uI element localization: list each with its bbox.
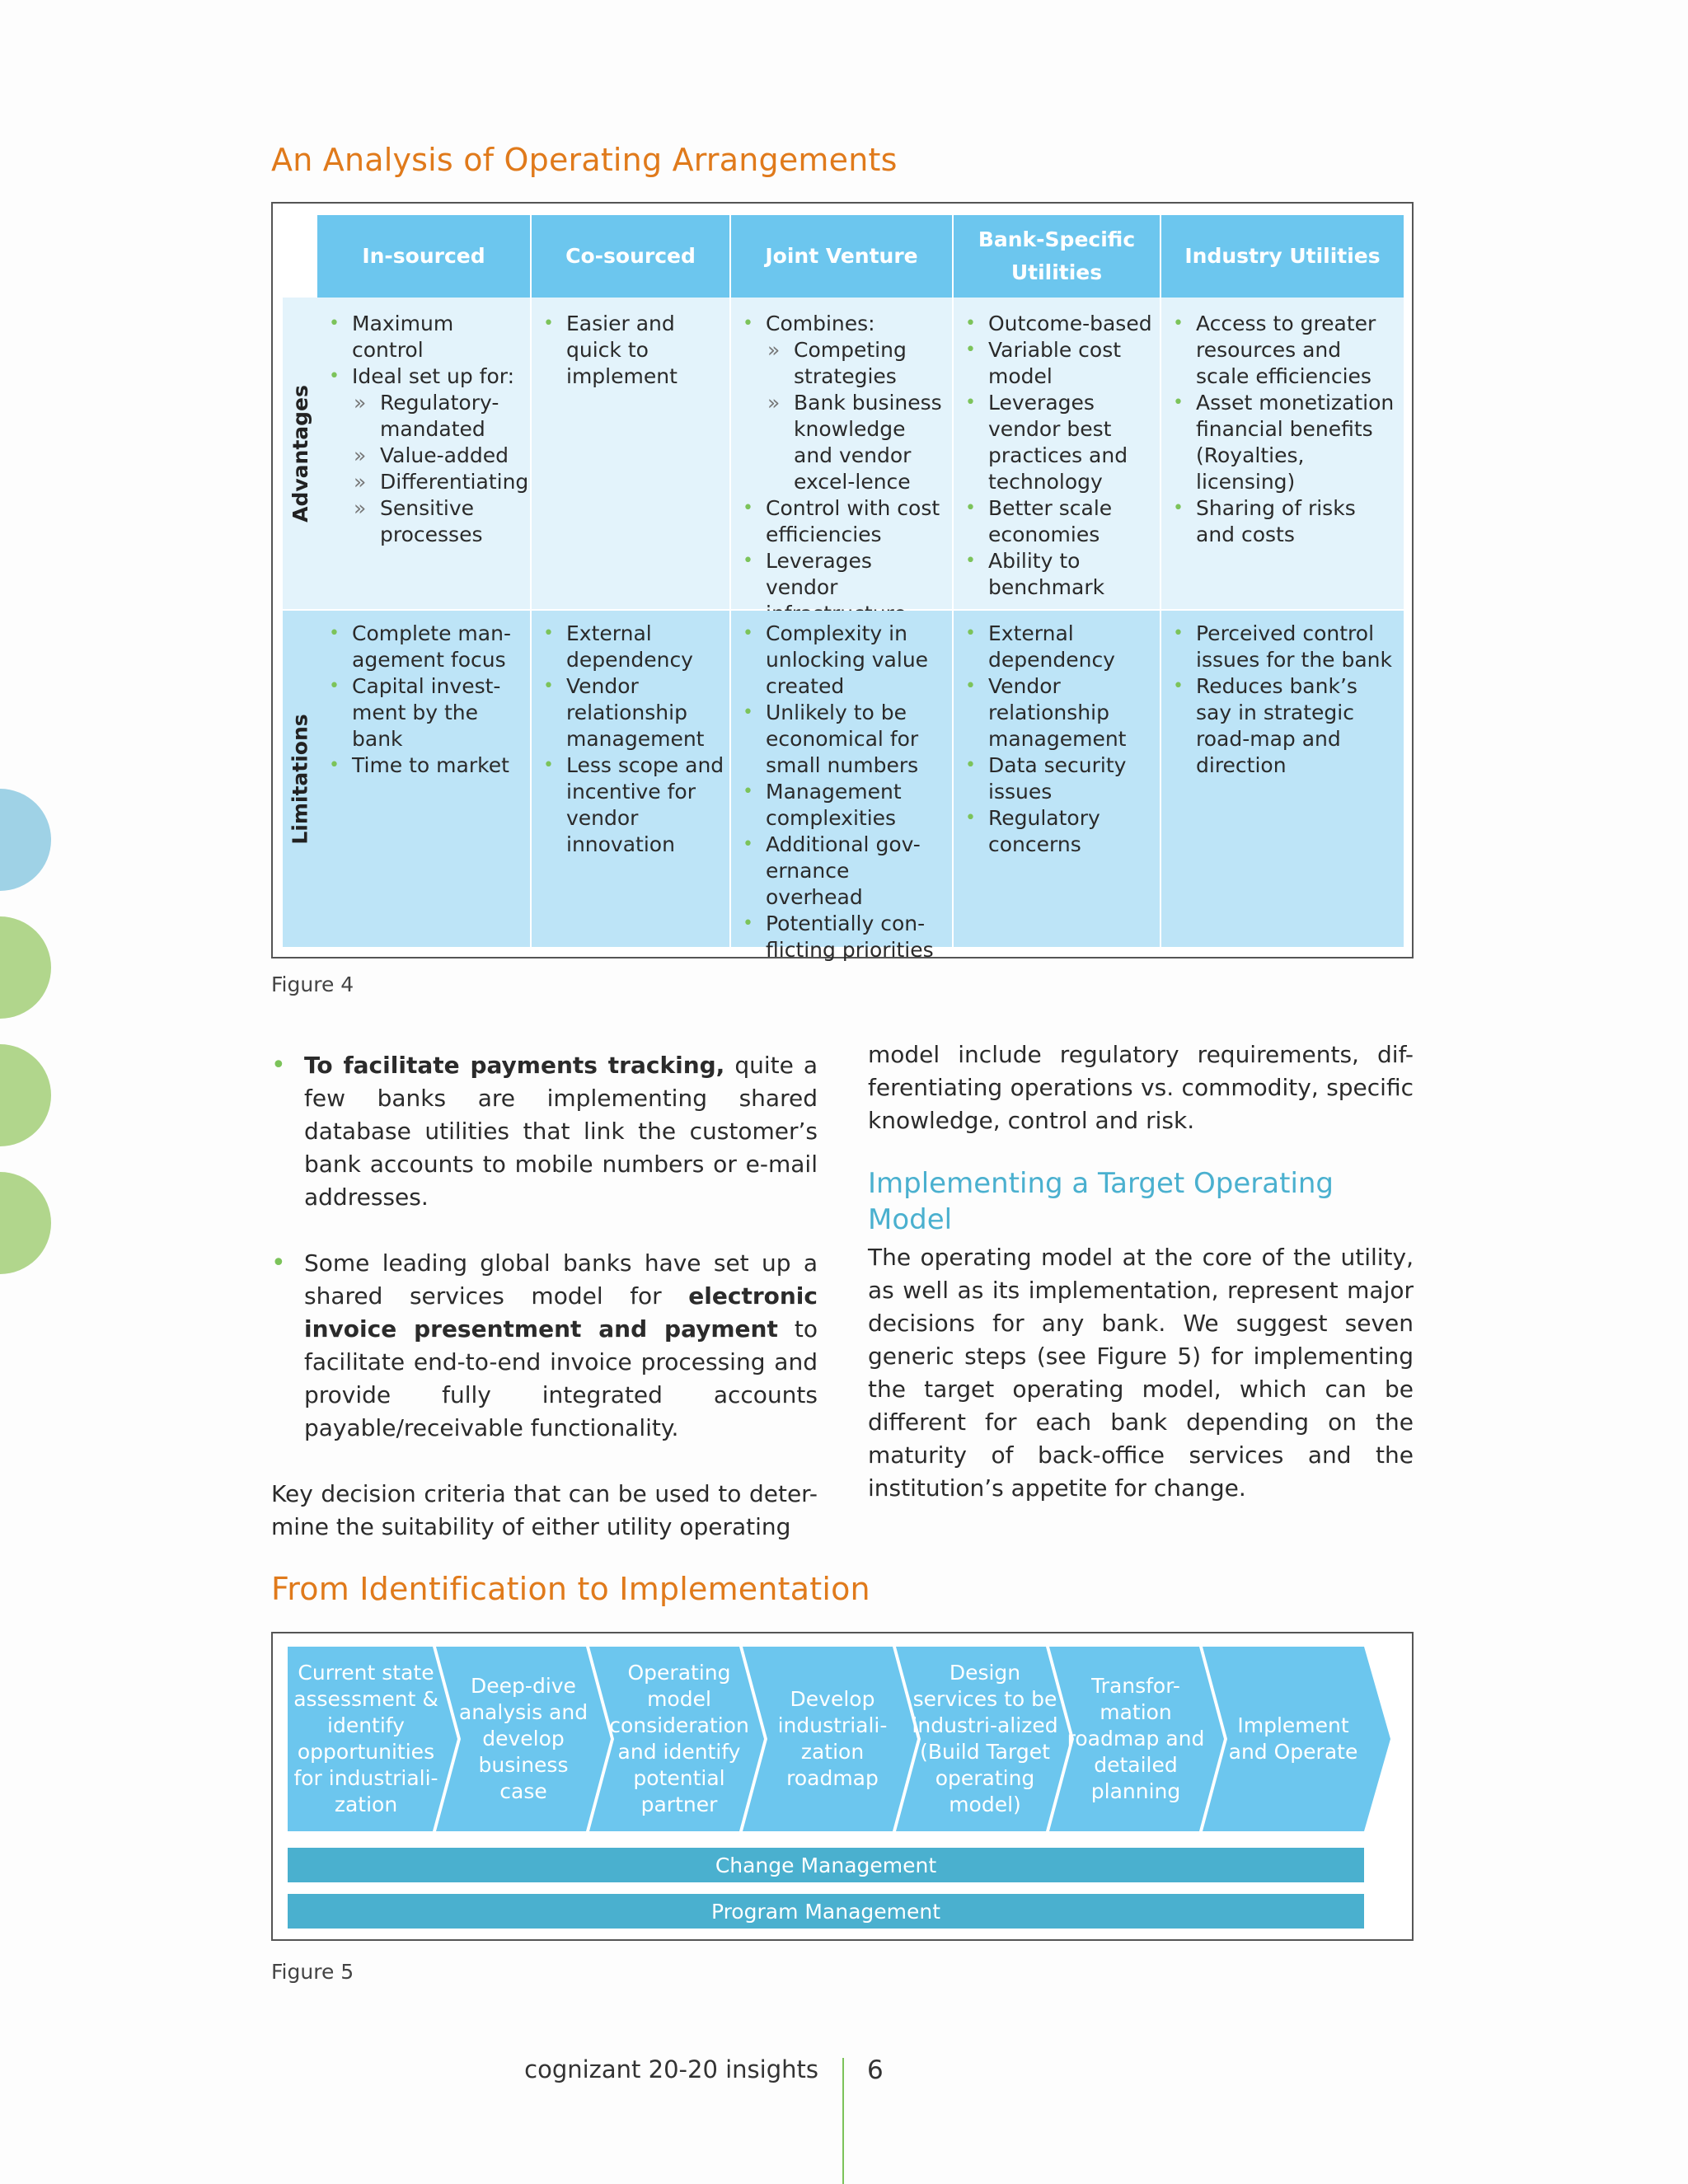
- decor-circle-green-3: [0, 1172, 51, 1274]
- bullet1-text: quite a few banks are implementing shared database utilities that link the customer’s bank accounts to mobile numbers or e-mail addresses.: [304, 1052, 818, 1211]
- column-header-joint-venture: Joint Venture: [731, 215, 952, 298]
- bullet1-bold-text: To facilitate payments tracking,: [304, 1052, 725, 1079]
- limitations-bank-utilities-cell: [954, 611, 1160, 947]
- advantages-insourced-cell: [317, 298, 530, 609]
- list-item: • Vendor relationship management: [960, 673, 1155, 752]
- list-item: » Value-added: [324, 443, 525, 469]
- list-item: • Data security issues: [960, 752, 1155, 805]
- body-left-column: [271, 1049, 818, 1544]
- bullet-electronic-invoice: [271, 1247, 818, 1445]
- figure4-title: An Analysis of Operating Arrangements: [271, 142, 898, 178]
- list-item: • Control with cost efficiencies: [738, 495, 947, 548]
- criteria-continued-paragraph: model include regulatory requirements, dif-ferentiating operations vs. commodity, specific knowledge, control and risk.: [868, 1041, 1414, 1134]
- list-item: • Complete man-agement focus: [324, 621, 525, 673]
- list-item: • Combines:: [738, 311, 947, 337]
- limitations-industry-utilities-cell: [1161, 611, 1404, 947]
- list-item: • Potentially con-flicting priorities: [738, 911, 947, 963]
- column-header-bank-specific-utilities: Bank-Specific Utilities: [954, 215, 1160, 298]
- limitations-cosourced-cell: [532, 611, 729, 947]
- implementation-steps-diagram: [271, 1632, 1414, 1941]
- list-item: • Less scope and incentive for vendor innovation: [538, 752, 724, 858]
- bullet-payments-tracking: [271, 1049, 818, 1214]
- list-item: » Bank business knowledge and vendor excel-lence: [738, 390, 947, 495]
- list-item: • Management complexities: [738, 779, 947, 832]
- figure5-caption: Figure 5: [271, 1960, 354, 1984]
- footer-publication-name: cognizant 20-20 insights: [524, 2055, 818, 2083]
- step-6-label: Transfor-mation roadmap and detailed planning: [1067, 1674, 1205, 1803]
- operating-model-paragraph: The operating model at the core of the utility, as well as its implementation, represent major decisions for any bank. We suggest seven generic steps (see Figure 5) for implementing the target operating model, which can be different for each bank depending on the maturity of back-office services and the institution’s appetite for change.: [868, 1244, 1414, 1502]
- decision-criteria-paragraph: Key decision criteria that can be used to deter-mine the suitability of either utility operating: [271, 1480, 818, 1540]
- list-item: • Leverages vendor: [738, 548, 947, 627]
- list-item: • Unlikely to be economical for small numbers: [738, 700, 947, 779]
- step-3-label: Operating model consideration and identify potential partner: [609, 1661, 749, 1816]
- operating-arrangements-table: [271, 202, 1414, 962]
- figure5-title: From Identification to Implementation: [271, 1571, 870, 1607]
- list-item: • External dependency: [960, 621, 1155, 673]
- list-item: • Maximum control: [324, 311, 525, 363]
- decor-circle-green-1: [0, 916, 51, 1019]
- limitations-insourced-cell: [317, 611, 530, 947]
- advantages-bank-utilities-cell: [954, 298, 1160, 609]
- list-item: • Time to market: [324, 752, 525, 779]
- list-item: » Regulatory-mandated: [324, 390, 525, 443]
- column-header-cosourced: Co-sourced: [532, 215, 729, 298]
- list-item: • Complexity in unlocking value created: [738, 621, 947, 700]
- step-4-label: Develop industriali-zation roadmap: [777, 1687, 888, 1790]
- list-item: • Sharing of risks and costs: [1168, 495, 1399, 548]
- list-item: • Vendor relationship management: [538, 673, 724, 752]
- list-item: • Easier and quick to implement: [538, 311, 724, 390]
- decor-circle-green-2: [0, 1044, 51, 1146]
- row-label-limitations: Limitations: [283, 611, 317, 947]
- column-header-industry-utilities: Industry Utilities: [1161, 215, 1404, 298]
- step-5-label: Design services to be industri-alized (Build Target operating model): [912, 1661, 1058, 1816]
- list-item: • Additional gov-ernance overhead: [738, 832, 947, 911]
- step-1-label: Current state assessment & identify opportunities for industriali-zation: [293, 1661, 438, 1816]
- step-7-label: Implement and Operate: [1228, 1713, 1358, 1764]
- list-item: • Perceived control issues for the bank: [1168, 621, 1399, 673]
- row-label-advantages: Advantages: [283, 298, 317, 609]
- bullet2-text-end: to facilitate end-to-end invoice processing and provide fully integrated accounts payable/receivable functionality.: [304, 1315, 818, 1441]
- advantages-industry-utilities-cell: [1161, 298, 1404, 609]
- subheading-target-operating-model: Implementing a Target Operating Model: [868, 1167, 1334, 1236]
- list-item: • Ability to benchmark: [960, 548, 1155, 601]
- list-item: • Outcome-based: [960, 311, 1155, 337]
- list-item: • Better scale economies: [960, 495, 1155, 548]
- change-management-bar: Change Management: [288, 1848, 1364, 1882]
- list-item: • Access to greater resources and scale efficiencies: [1168, 311, 1399, 390]
- list-item: • Variable cost model: [960, 337, 1155, 390]
- list-item: » Competing strategies: [738, 337, 947, 390]
- program-management-bar: Program Management: [288, 1894, 1364, 1929]
- footer-divider: [842, 2058, 844, 2184]
- advantages-cosourced-cell: [532, 298, 729, 609]
- list-item: • Regulatory concerns: [960, 805, 1155, 858]
- list-item: • Capital invest-ment by the bank: [324, 673, 525, 752]
- body-right-column: [868, 1038, 1414, 1505]
- list-item: » Sensitive processes: [324, 495, 525, 548]
- page-number: 6: [867, 2055, 884, 2085]
- column-header-insourced: In-sourced: [317, 215, 530, 298]
- bullet2-text-start: Some leading global banks have set up a shared services model for: [304, 1249, 818, 1310]
- list-item: • Leverages vendor best practices and technology: [960, 390, 1155, 495]
- advantages-joint-venture-cell: [731, 298, 952, 609]
- figure4-caption: Figure 4: [271, 972, 354, 996]
- step-2-label: Deep-dive analysis and develop business case: [458, 1674, 588, 1803]
- bullet2-bold-text: electronic invoice presentment and payment: [304, 1282, 818, 1343]
- limitations-joint-venture-cell: [731, 611, 952, 962]
- list-item: • Asset monetization financial benefits (Royalties, licensing): [1168, 390, 1399, 495]
- list-item: • Ideal set up for:: [324, 363, 525, 390]
- list-item: » Differentiating: [324, 469, 525, 495]
- list-item: • External dependency: [538, 621, 724, 673]
- list-item: • Reduces bank’s say in strategic road-map and direction: [1168, 673, 1399, 779]
- decor-circle-blue: [0, 789, 51, 891]
